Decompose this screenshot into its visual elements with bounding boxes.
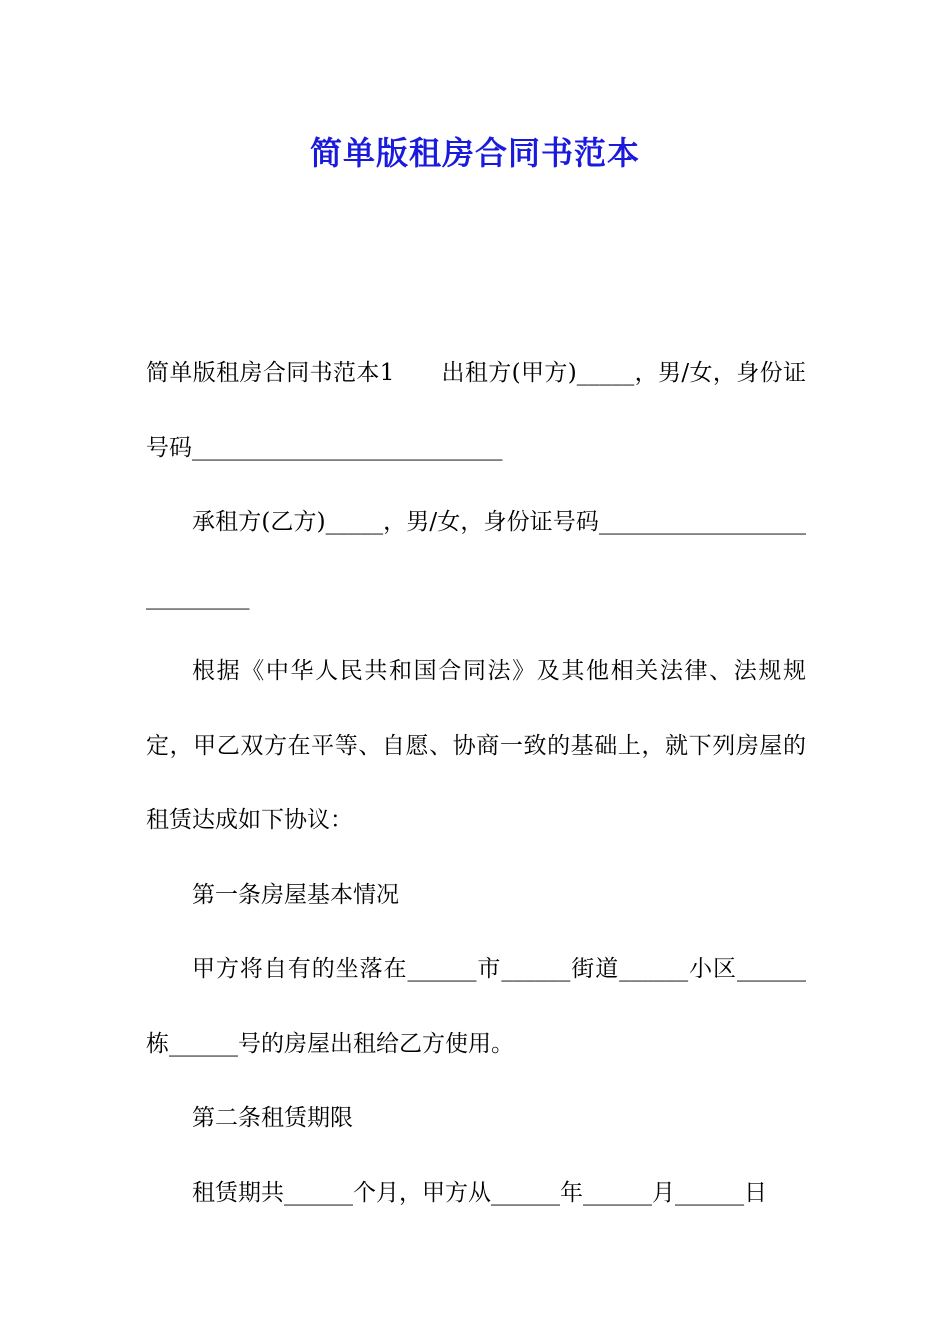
document-body (146, 336, 806, 1230)
paragraph-lessee-info: 承租方(乙方)_____，男/女，身份证号码___________________________ (146, 509, 806, 610)
heading-article-1: 第一条房屋基本情况 (192, 881, 399, 908)
paragraph-lessor-info: 简单版租房合同书范本1 出租方(甲方)_____，男/女，身份证号码___________________________ (146, 360, 806, 461)
paragraph-legal-basis: 根据《中华人民共和国合同法》及其他相关法律、法规规定，甲乙双方在平等、自愿、协商一致的基础上，就下列房屋的租赁达成如下协议： (146, 658, 806, 833)
heading-article-2: 第二条租赁期限 (192, 1105, 353, 1131)
document-title: 简单版租房合同书范本 (309, 134, 640, 172)
paragraph-lease-term: 租赁期共______个月，甲方从______年______月______日 (192, 1179, 767, 1206)
paragraph-house-location: 甲方将自有的坐落在______市______街道______小区______栋______号的房屋出租给乙方使用。 (146, 956, 806, 1057)
